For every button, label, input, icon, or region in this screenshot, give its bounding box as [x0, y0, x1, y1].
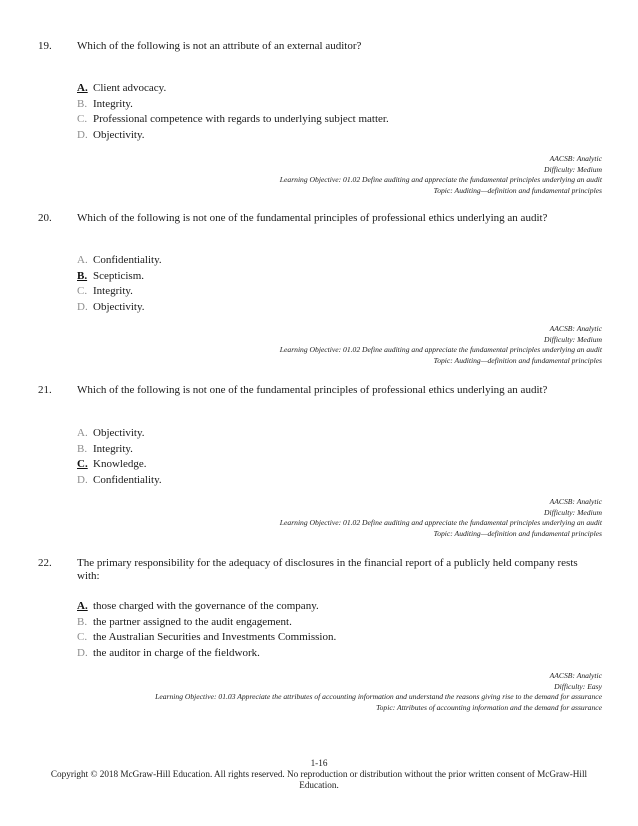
- question-text: Which of the following is not one of the fundamental principles of professional ethics underlying an audit?: [77, 212, 548, 224]
- option-b: [77, 97, 389, 113]
- difficulty-tag: Difficulty: Medium: [544, 334, 602, 344]
- option-a: [77, 81, 389, 97]
- answer-options: [77, 81, 389, 143]
- option-c: [77, 457, 162, 473]
- topic-tag: Topic: Auditing—definition and fundamental principles: [433, 528, 602, 538]
- topic-tag: Topic: Attributes of accounting information and the demand for assurance: [376, 702, 602, 712]
- option-text: Integrity.: [93, 285, 133, 297]
- difficulty-tag: Difficulty: Medium: [544, 507, 602, 517]
- question-metadata: [155, 671, 602, 713]
- option-letter: C.: [77, 285, 88, 297]
- option-text: Integrity.: [93, 97, 133, 110]
- option-c: [77, 112, 389, 128]
- option-text: Integrity.: [93, 442, 133, 455]
- option-letter: C.: [77, 458, 88, 470]
- option-b: [77, 615, 336, 631]
- option-text: those charged with the governance of the company.: [93, 600, 319, 612]
- question-number: 22.: [38, 557, 52, 569]
- question-text: Which of the following is not one of the fundamental principles of professional ethics underlying an audit?: [77, 384, 548, 396]
- option-text: Scepticism.: [93, 269, 145, 282]
- option-d: [77, 473, 162, 489]
- learning-objective: Learning Objective: 01.02 Define auditing and appreciate the fundamental principles underlying an audit: [279, 345, 602, 354]
- option-d: [77, 300, 162, 316]
- question-text: Which of the following is not an attribute of an external auditor?: [77, 40, 362, 52]
- option-text: Confidentiality.: [93, 254, 162, 266]
- option-letter: A.: [77, 82, 88, 94]
- option-letter: D.: [77, 300, 88, 313]
- answer-options: [77, 599, 336, 661]
- option-b: [77, 442, 162, 458]
- option-letter: D.: [77, 473, 88, 486]
- option-text: the Australian Securities and Investments Commission.: [93, 631, 337, 643]
- page-footer: [0, 758, 638, 791]
- aacsb-tag: AACSB: Analytic: [549, 154, 602, 163]
- option-text: Knowledge.: [93, 458, 147, 470]
- option-letter: B.: [77, 269, 88, 282]
- question-number: 19.: [38, 40, 52, 52]
- option-a: [77, 599, 336, 615]
- answer-options: [77, 253, 162, 315]
- copyright-notice: Copyright © 2018 McGraw-Hill Education. All rights reserved. No reproduction or distribution without the prior written consent of McGraw-Hill Education.: [50, 769, 588, 790]
- option-text: Objectivity.: [93, 128, 145, 141]
- learning-objective: Learning Objective: 01.02 Define auditing and appreciate the fundamental principles underlying an audit: [279, 518, 602, 527]
- difficulty-tag: Difficulty: Easy: [554, 681, 602, 691]
- question-metadata: [280, 154, 602, 196]
- option-letter: B.: [77, 442, 88, 455]
- question-text: The primary responsibility for the adequacy of disclosures in the financial report of a publicly held company rests with:: [77, 557, 578, 582]
- option-a: [77, 426, 162, 442]
- option-letter: D.: [77, 646, 88, 659]
- learning-objective: Learning Objective: 01.02 Define auditing and appreciate the fundamental principles underlying an audit: [279, 175, 602, 184]
- option-text: Objectivity.: [93, 427, 145, 439]
- answer-options: [77, 426, 162, 488]
- aacsb-tag: AACSB: Analytic: [549, 497, 602, 506]
- option-letter: C.: [77, 113, 88, 125]
- question-metadata: [280, 324, 602, 366]
- option-letter: C.: [77, 631, 88, 643]
- aacsb-tag: AACSB: Analytic: [549, 324, 602, 333]
- option-text: the partner assigned to the audit engagement.: [93, 615, 292, 628]
- option-d: [77, 646, 336, 662]
- option-text: the auditor in charge of the fieldwork.: [93, 646, 260, 659]
- topic-tag: Topic: Auditing—definition and fundamental principles: [433, 185, 602, 195]
- learning-objective: Learning Objective: 01.03 Appreciate the attributes of accounting information and understand the reasons giving rise to the demand for assurance: [155, 692, 602, 701]
- option-letter: A.: [77, 427, 88, 439]
- option-text: Professional competence with regards to underlying subject matter.: [93, 113, 389, 125]
- page-number: 1-16: [310, 758, 328, 768]
- option-c: [77, 630, 336, 646]
- option-letter: B.: [77, 615, 88, 628]
- option-letter: A.: [77, 600, 88, 612]
- question-number: 21.: [38, 384, 52, 396]
- option-text: Objectivity.: [93, 300, 145, 313]
- option-d: [77, 128, 389, 144]
- aacsb-tag: AACSB: Analytic: [549, 671, 602, 680]
- option-c: [77, 284, 162, 300]
- question-metadata: [280, 497, 602, 539]
- question-number: 20.: [38, 212, 52, 224]
- option-letter: D.: [77, 128, 88, 141]
- option-text: Client advocacy.: [93, 82, 167, 94]
- option-text: Confidentiality.: [93, 473, 162, 486]
- option-a: [77, 253, 162, 269]
- option-letter: A.: [77, 254, 88, 266]
- difficulty-tag: Difficulty: Medium: [544, 164, 602, 174]
- option-letter: B.: [77, 97, 88, 110]
- topic-tag: Topic: Auditing—definition and fundamental principles: [433, 355, 602, 365]
- option-b: [77, 269, 162, 285]
